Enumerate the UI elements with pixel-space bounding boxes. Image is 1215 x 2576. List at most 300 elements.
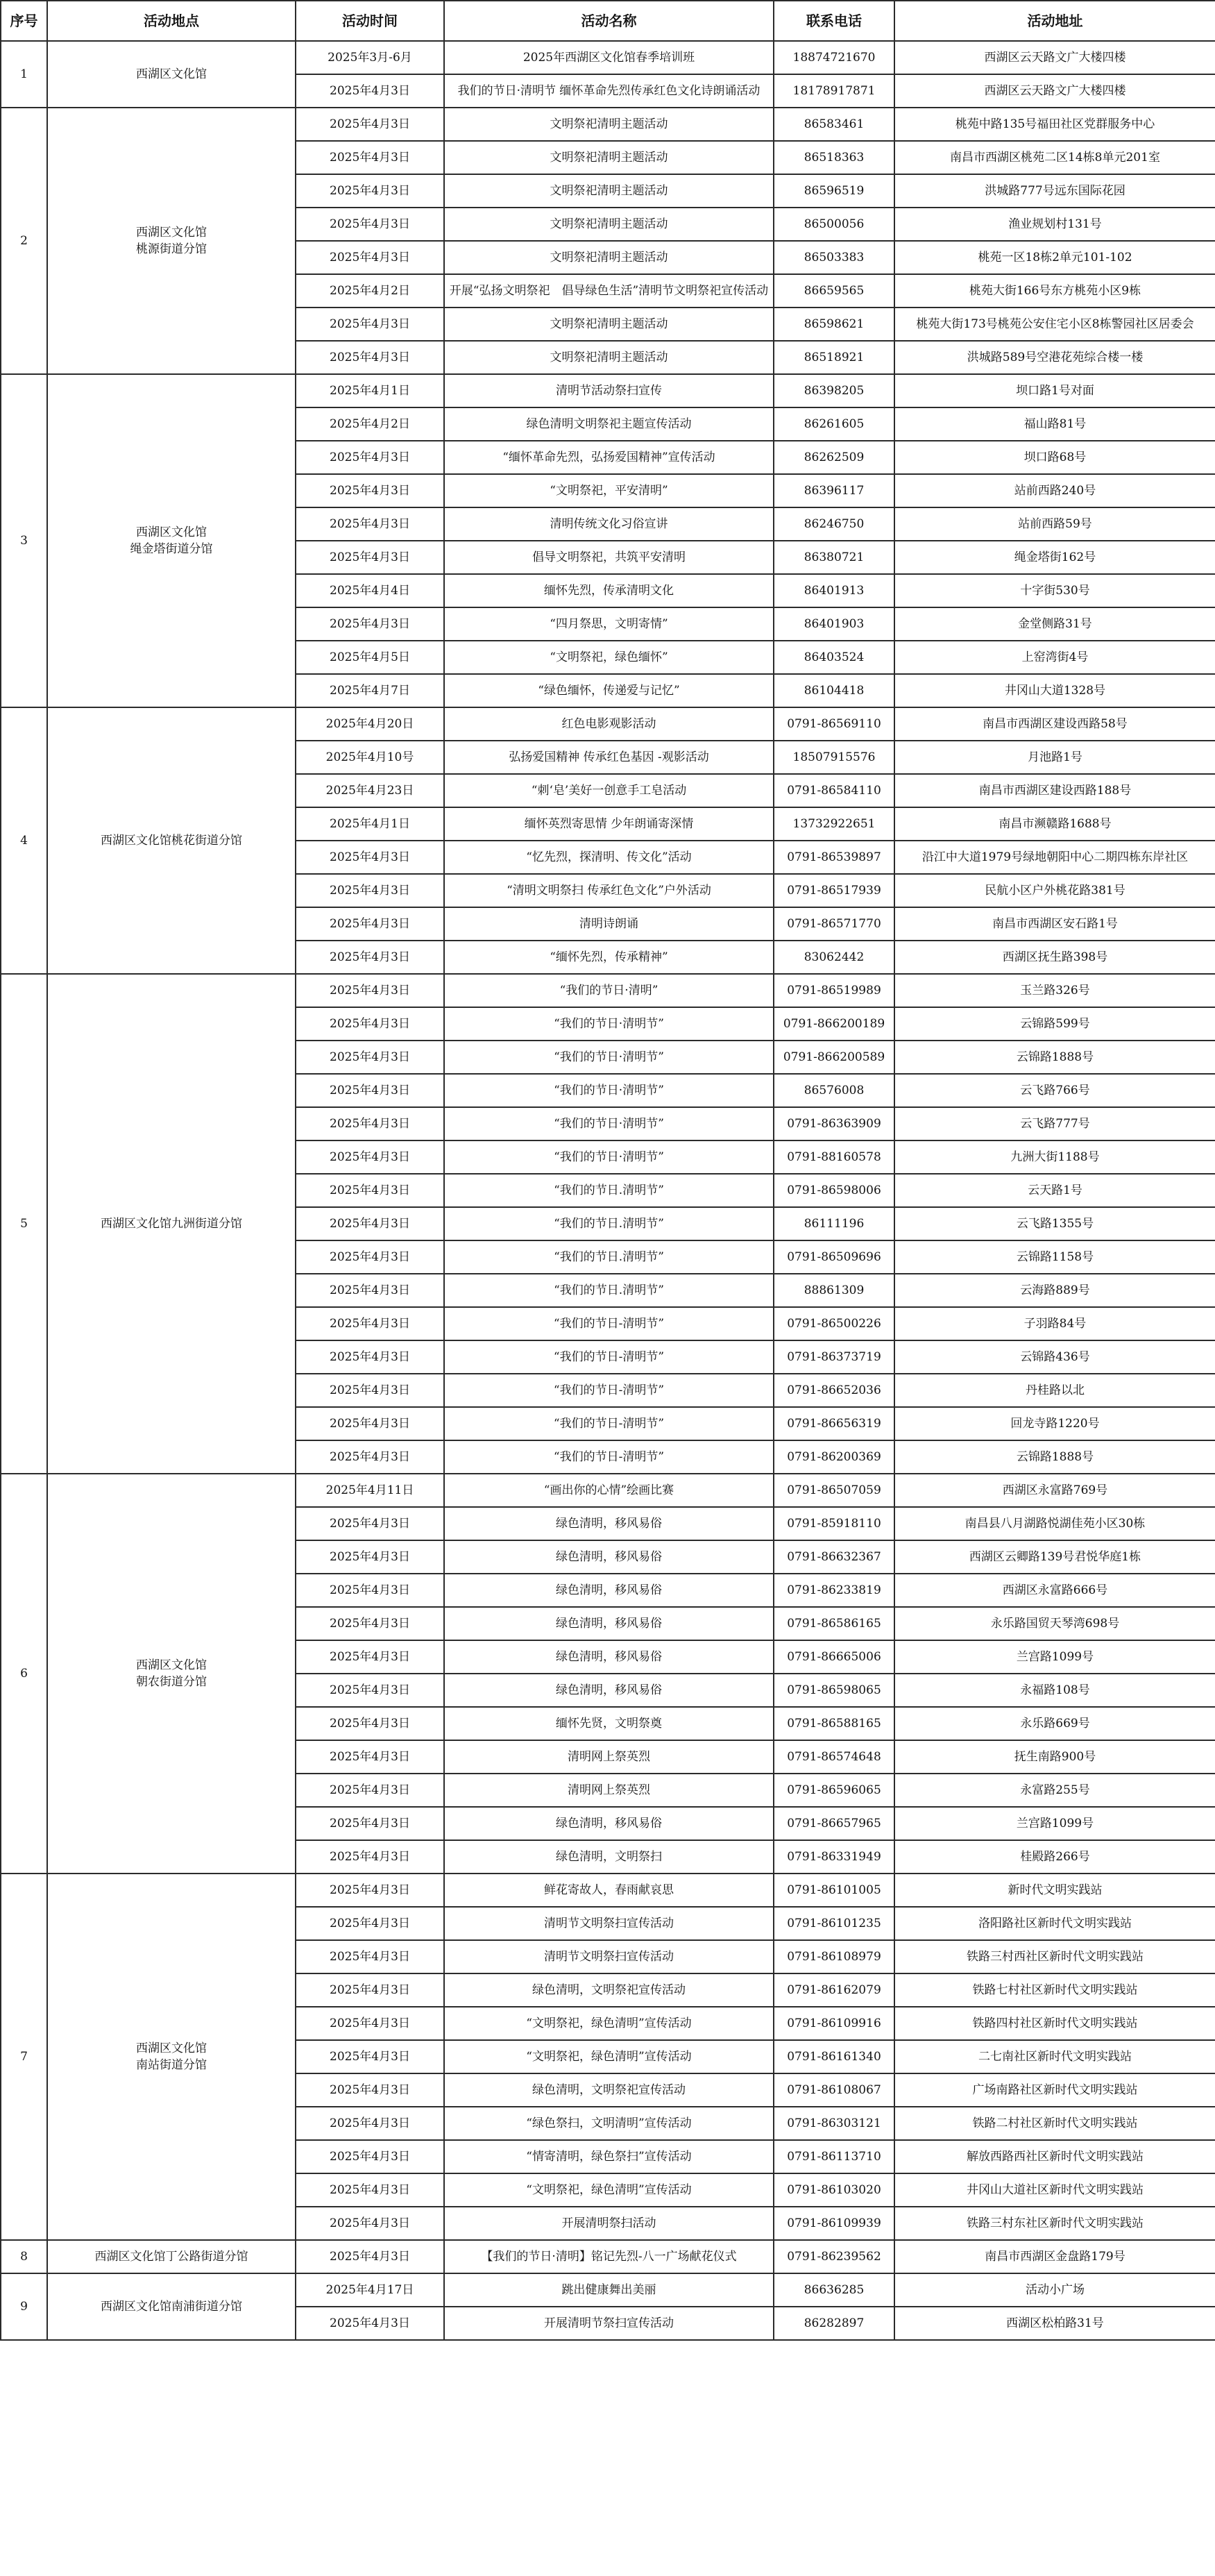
table-row [1, 707, 1215, 741]
header-name: 活动名称 [444, 1, 774, 41]
header-no: 序号 [1, 1, 47, 41]
address-cell: 云天路1号 [894, 1174, 1215, 1207]
time-cell: 2025年3月-6月 [296, 41, 444, 74]
phone-cell: 0791-86657965 [774, 1807, 894, 1840]
time-cell: 2025年4月3日 [296, 607, 444, 641]
activity-name-cell: “我们的节日-清明节” [444, 1307, 774, 1340]
activity-name-cell: “我们的节日·清明节” [444, 1041, 774, 1074]
address-cell: 抚生南路900号 [894, 1740, 1215, 1774]
group-number-cell: 7 [1, 1874, 47, 2240]
time-cell: 2025年4月2日 [296, 274, 444, 308]
time-cell: 2025年4月3日 [296, 2040, 444, 2073]
activity-name-cell: 绿色清明，移风易俗 [444, 1540, 774, 1574]
activity-name-cell: 清明节文明祭扫宣传活动 [444, 1907, 774, 1940]
activity-name-cell: 绿色清明，移风易俗 [444, 1674, 774, 1707]
phone-cell: 0791-86331949 [774, 1840, 894, 1874]
phone-cell: 0791-86574648 [774, 1740, 894, 1774]
time-cell: 2025年4月3日 [296, 1640, 444, 1674]
activity-name-cell: “我们的节日-清明节” [444, 1440, 774, 1474]
time-cell: 2025年4月3日 [296, 1074, 444, 1107]
address-cell: 云锦路1888号 [894, 1440, 1215, 1474]
address-cell: 云锦路599号 [894, 1007, 1215, 1041]
address-cell: 洪城路589号空港花苑综合楼一楼 [894, 341, 1215, 374]
group-number-cell: 4 [1, 707, 47, 974]
time-cell: 2025年4月3日 [296, 474, 444, 507]
location-line: 西湖区文化馆 [136, 2042, 207, 2055]
phone-cell: 0791-86584110 [774, 774, 894, 807]
activity-name-cell: 文明祭祀清明主题活动 [444, 241, 774, 274]
time-cell: 2025年4月1日 [296, 807, 444, 841]
phone-cell: 86398205 [774, 374, 894, 407]
activity-name-cell: 缅怀先烈，传承清明文化 [444, 574, 774, 607]
activity-name-cell: 绿色清明，文明祭扫 [444, 1840, 774, 1874]
activity-name-cell: “我们的节日-清明节” [444, 1407, 774, 1440]
table-row [1, 974, 1215, 1007]
time-cell: 2025年4月3日 [296, 1973, 444, 2007]
time-cell: 2025年4月3日 [296, 1674, 444, 1707]
address-cell: 井冈山大道社区新时代文明实践站 [894, 2173, 1215, 2207]
activity-name-cell: 文明祭祀清明主题活动 [444, 341, 774, 374]
address-cell: 绳金塔街162号 [894, 541, 1215, 574]
group-location-cell [47, 41, 296, 108]
phone-cell: 0791-866200589 [774, 1041, 894, 1074]
phone-cell: 86659565 [774, 274, 894, 308]
address-cell: 丹桂路以北 [894, 1374, 1215, 1407]
phone-cell: 0791-86598065 [774, 1674, 894, 1707]
group-number-cell: 3 [1, 374, 47, 707]
group-location-cell [47, 2240, 296, 2273]
group-location-cell [47, 108, 296, 374]
time-cell: 2025年4月3日 [296, 74, 444, 108]
address-cell: 解放西路西社区新时代文明实践站 [894, 2140, 1215, 2173]
time-cell: 2025年4月3日 [296, 1440, 444, 1474]
activity-name-cell: “缅怀革命先烈，弘扬爱国精神”宣传活动 [444, 441, 774, 474]
phone-cell: 86111196 [774, 1207, 894, 1240]
activity-name-cell: 文明祭祀清明主题活动 [444, 308, 774, 341]
phone-cell: 18874721670 [774, 41, 894, 74]
time-cell: 2025年4月1日 [296, 374, 444, 407]
time-cell: 2025年4月3日 [296, 1907, 444, 1940]
time-cell: 2025年4月11日 [296, 1474, 444, 1507]
table-row [1, 1874, 1215, 1907]
phone-cell: 18507915576 [774, 741, 894, 774]
time-cell: 2025年4月3日 [296, 1774, 444, 1807]
phone-cell: 0791-86101005 [774, 1874, 894, 1907]
phone-cell: 88861309 [774, 1274, 894, 1307]
address-cell: 福山路81号 [894, 407, 1215, 441]
address-cell: 井冈山大道1328号 [894, 674, 1215, 707]
address-cell: 坝口路68号 [894, 441, 1215, 474]
group-location-cell [47, 974, 296, 1474]
address-cell: 二七南社区新时代文明实践站 [894, 2040, 1215, 2073]
time-cell: 2025年4月3日 [296, 208, 444, 241]
phone-cell: 86401913 [774, 574, 894, 607]
time-cell: 2025年4月3日 [296, 1507, 444, 1540]
activity-name-cell: 绿色清明，移风易俗 [444, 1574, 774, 1607]
activity-name-cell: 文明祭祀清明主题活动 [444, 208, 774, 241]
phone-cell: 0791-86632367 [774, 1540, 894, 1574]
phone-cell: 0791-86517939 [774, 874, 894, 907]
phone-cell: 0791-86101235 [774, 1907, 894, 1940]
time-cell: 2025年4月3日 [296, 1174, 444, 1207]
time-cell: 2025年4月3日 [296, 1307, 444, 1340]
phone-cell: 0791-86539897 [774, 841, 894, 874]
phone-cell: 0791-86598006 [774, 1174, 894, 1207]
activity-name-cell: 【我们的节日·清明】铭记先烈-八一广场献花仪式 [444, 2240, 774, 2273]
phone-cell: 0791-86108979 [774, 1940, 894, 1973]
group-number-cell: 2 [1, 108, 47, 374]
activity-name-cell: “我们的节日.清明节” [444, 1207, 774, 1240]
phone-cell: 0791-86363909 [774, 1107, 894, 1140]
time-cell: 2025年4月3日 [296, 1240, 444, 1274]
phone-cell: 0791-86596065 [774, 1774, 894, 1807]
group-location-cell [47, 374, 296, 707]
address-cell: 十字街530号 [894, 574, 1215, 607]
address-cell: 活动小广场 [894, 2273, 1215, 2307]
phone-cell: 83062442 [774, 941, 894, 974]
address-cell: 铁路四村社区新时代文明实践站 [894, 2007, 1215, 2040]
location-line: 绳金塔街道分馆 [130, 542, 213, 556]
address-cell: 南昌市西湖区金盘路179号 [894, 2240, 1215, 2273]
address-cell: 站前西路59号 [894, 507, 1215, 541]
address-cell: 西湖区永富路666号 [894, 1574, 1215, 1607]
activity-name-cell: 弘扬爱国精神 传承红色基因 -观影活动 [444, 741, 774, 774]
time-cell: 2025年4月3日 [296, 941, 444, 974]
activity-name-cell: 倡导文明祭祀，共筑平安清明 [444, 541, 774, 574]
time-cell: 2025年4月3日 [296, 174, 444, 208]
phone-cell: 18178917871 [774, 74, 894, 108]
time-cell: 2025年4月3日 [296, 2073, 444, 2107]
phone-cell: 86598621 [774, 308, 894, 341]
phone-cell: 0791-86109939 [774, 2207, 894, 2240]
time-cell: 2025年4月3日 [296, 1407, 444, 1440]
activity-name-cell: 2025年西湖区文化馆春季培训班 [444, 41, 774, 74]
time-cell: 2025年4月3日 [296, 441, 444, 474]
activity-name-cell: “文明祭祀，绿色缅怀” [444, 641, 774, 674]
group-location-cell [47, 2273, 296, 2340]
time-cell: 2025年4月3日 [296, 1940, 444, 1973]
activity-name-cell: “忆先烈，探清明、传文化”活动 [444, 841, 774, 874]
location-line: 桃源街道分馆 [136, 242, 207, 256]
time-cell: 2025年4月3日 [296, 341, 444, 374]
time-cell: 2025年4月3日 [296, 1874, 444, 1907]
time-cell: 2025年4月3日 [296, 1540, 444, 1574]
address-cell: 云飞路766号 [894, 1074, 1215, 1107]
time-cell: 2025年4月3日 [296, 2140, 444, 2173]
activity-name-cell: 清明节活动祭扫宣传 [444, 374, 774, 407]
time-cell: 2025年4月3日 [296, 1707, 444, 1740]
time-cell: 2025年4月3日 [296, 2107, 444, 2140]
phone-cell: 86104418 [774, 674, 894, 707]
time-cell: 2025年4月20日 [296, 707, 444, 741]
address-cell: 南昌市西湖区桃苑二区14栋8单元201室 [894, 141, 1215, 174]
table-row [1, 108, 1215, 141]
activity-name-cell: “我们的节日-清明节” [444, 1374, 774, 1407]
time-cell: 2025年4月3日 [296, 308, 444, 341]
time-cell: 2025年4月3日 [296, 1107, 444, 1140]
time-cell: 2025年4月3日 [296, 1574, 444, 1607]
activity-name-cell: 开展清明祭扫活动 [444, 2207, 774, 2240]
phone-cell: 86380721 [774, 541, 894, 574]
header-address: 活动地址 [894, 1, 1215, 41]
address-cell: 桃苑中路135号福田社区党群服务中心 [894, 108, 1215, 141]
address-cell: 铁路七村社区新时代文明实践站 [894, 1973, 1215, 2007]
phone-cell: 0791-86509696 [774, 1240, 894, 1274]
address-cell: 洪城路777号远东国际花园 [894, 174, 1215, 208]
activity-name-cell: “我们的节日·清明节” [444, 1140, 774, 1174]
time-cell: 2025年4月3日 [296, 974, 444, 1007]
phone-cell: 0791-86586165 [774, 1607, 894, 1640]
activity-name-cell: 鲜花寄故人，春雨献哀思 [444, 1874, 774, 1907]
address-cell: 月池路1号 [894, 741, 1215, 774]
address-cell: 西湖区云卿路139号君悦华庭1栋 [894, 1540, 1215, 1574]
address-cell: 沿江中大道1979号绿地朝阳中心二期四栋东岸社区 [894, 841, 1215, 874]
time-cell: 2025年4月3日 [296, 2240, 444, 2273]
activity-name-cell: “文明祭祀，绿色清明”宣传活动 [444, 2040, 774, 2073]
activity-name-cell: 清明网上祭英烈 [444, 1774, 774, 1807]
phone-cell: 0791-86569110 [774, 707, 894, 741]
group-number-cell: 1 [1, 41, 47, 108]
address-cell: 南昌市西湖区建设西路58号 [894, 707, 1215, 741]
time-cell: 2025年4月3日 [296, 1374, 444, 1407]
address-cell: 上窑湾街4号 [894, 641, 1215, 674]
phone-cell: 0791-86588165 [774, 1707, 894, 1740]
time-cell: 2025年4月3日 [296, 108, 444, 141]
address-cell: 云锦路1888号 [894, 1041, 1215, 1074]
activity-name-cell: 我们的节日·清明节 缅怀革命先烈传承红色文化诗朗诵活动 [444, 74, 774, 108]
address-cell: 玉兰路326号 [894, 974, 1215, 1007]
time-cell: 2025年4月3日 [296, 841, 444, 874]
address-cell: 桃苑大街166号东方桃苑小区9栋 [894, 274, 1215, 308]
address-cell: 南昌市西湖区建设西路188号 [894, 774, 1215, 807]
address-cell: 民航小区户外桃花路381号 [894, 874, 1215, 907]
activity-name-cell: “文明祭祀，平安清明” [444, 474, 774, 507]
time-cell: 2025年4月3日 [296, 1340, 444, 1374]
location-line: 南站街道分馆 [136, 2058, 207, 2072]
address-cell: 兰宫路1099号 [894, 1640, 1215, 1674]
address-cell: 铁路二村社区新时代文明实践站 [894, 2107, 1215, 2140]
phone-cell: 0791-88160578 [774, 1140, 894, 1174]
time-cell: 2025年4月4日 [296, 574, 444, 607]
phone-cell: 0791-86519989 [774, 974, 894, 1007]
activity-name-cell: 缅怀先贤，文明祭奠 [444, 1707, 774, 1740]
location-line: 西湖区文化馆九洲街道分馆 [101, 1217, 242, 1231]
phone-cell: 0791-86303121 [774, 2107, 894, 2140]
group-location-cell [47, 1474, 296, 1874]
table-body [1, 41, 1215, 2340]
location-line: 西湖区文化馆丁公路街道分馆 [94, 2250, 248, 2264]
time-cell: 2025年4月3日 [296, 1007, 444, 1041]
time-cell: 2025年4月3日 [296, 1041, 444, 1074]
address-cell: 坝口路1号对面 [894, 374, 1215, 407]
activity-name-cell: 文明祭祀清明主题活动 [444, 174, 774, 208]
activity-name-cell: 开展“弘扬文明祭祀 倡导绿色生活”清明节文明祭祀宣传活动 [444, 274, 774, 308]
address-cell: 站前西路240号 [894, 474, 1215, 507]
phone-cell: 86596519 [774, 174, 894, 208]
address-cell: 桂殿路266号 [894, 1840, 1215, 1874]
activity-name-cell: 绿色清明，移风易俗 [444, 1640, 774, 1674]
phone-cell: 0791-86373719 [774, 1340, 894, 1374]
phone-cell: 86518363 [774, 141, 894, 174]
address-cell: 铁路三村东社区新时代文明实践站 [894, 2207, 1215, 2240]
time-cell: 2025年4月5日 [296, 641, 444, 674]
time-cell: 2025年4月3日 [296, 2007, 444, 2040]
address-cell: 兰宫路1099号 [894, 1807, 1215, 1840]
time-cell: 2025年4月3日 [296, 1607, 444, 1640]
phone-cell: 0791-86233819 [774, 1574, 894, 1607]
address-cell: 渔业规划村131号 [894, 208, 1215, 241]
phone-cell: 0791-86109916 [774, 2007, 894, 2040]
activity-name-cell: 文明祭祀清明主题活动 [444, 108, 774, 141]
time-cell: 2025年4月3日 [296, 907, 444, 941]
phone-cell: 0791-85918110 [774, 1507, 894, 1540]
time-cell: 2025年4月3日 [296, 1207, 444, 1240]
time-cell: 2025年4月3日 [296, 141, 444, 174]
phone-cell: 0791-86500226 [774, 1307, 894, 1340]
address-cell: 云飞路777号 [894, 1107, 1215, 1140]
activity-name-cell: “我们的节日.清明节” [444, 1174, 774, 1207]
phone-cell: 86401903 [774, 607, 894, 641]
activity-name-cell: “我们的节日·清明节” [444, 1007, 774, 1041]
activity-name-cell: 开展清明节祭扫宣传活动 [444, 2307, 774, 2340]
address-cell: 洛阳路社区新时代文明实践站 [894, 1907, 1215, 1940]
group-location-cell [47, 707, 296, 974]
activity-name-cell: 红色电影观影活动 [444, 707, 774, 741]
address-cell: 永富路255号 [894, 1774, 1215, 1807]
address-cell: 桃苑大街173号桃苑公安住宅小区8栋警园社区居委会 [894, 308, 1215, 341]
location-line: 西湖区文化馆 [136, 1658, 207, 1672]
location-line: 朝农街道分馆 [136, 1675, 207, 1689]
activity-name-cell: “文明祭祀，绿色清明”宣传活动 [444, 2007, 774, 2040]
activity-name-cell: 清明节文明祭扫宣传活动 [444, 1940, 774, 1973]
time-cell: 2025年4月7日 [296, 674, 444, 707]
group-number-cell: 9 [1, 2273, 47, 2340]
phone-cell: 86403524 [774, 641, 894, 674]
time-cell: 2025年4月3日 [296, 241, 444, 274]
table-row [1, 1474, 1215, 1507]
address-cell: 西湖区松柏路31号 [894, 2307, 1215, 2340]
address-cell: 南昌县八月湖路悦湖佳苑小区30栋 [894, 1507, 1215, 1540]
time-cell: 2025年4月3日 [296, 1274, 444, 1307]
address-cell: 永福路108号 [894, 1674, 1215, 1707]
phone-cell: 0791-86652036 [774, 1374, 894, 1407]
activity-name-cell: 绿色清明，文明祭祀宣传活动 [444, 2073, 774, 2107]
header-phone: 联系电话 [774, 1, 894, 41]
phone-cell: 86518921 [774, 341, 894, 374]
time-cell: 2025年4月2日 [296, 407, 444, 441]
time-cell: 2025年4月3日 [296, 1840, 444, 1874]
time-cell: 2025年4月3日 [296, 1140, 444, 1174]
phone-cell: 0791-866200189 [774, 1007, 894, 1041]
time-cell: 2025年4月3日 [296, 1807, 444, 1840]
address-cell: 桃苑一区18栋2单元101-102 [894, 241, 1215, 274]
activity-name-cell: 绿色清明，文明祭祀宣传活动 [444, 1973, 774, 2007]
activity-name-cell: “我们的节日.清明节” [444, 1274, 774, 1307]
address-cell: 九洲大街1188号 [894, 1140, 1215, 1174]
time-cell: 2025年4月3日 [296, 507, 444, 541]
phone-cell: 86396117 [774, 474, 894, 507]
address-cell: 云飞路1355号 [894, 1207, 1215, 1240]
location-line: 西湖区文化馆南浦街道分馆 [101, 2300, 242, 2314]
phone-cell: 0791-86162079 [774, 1973, 894, 2007]
header-row [1, 1, 1215, 41]
activity-name-cell: 绿色清明文明祭祀主题宣传活动 [444, 407, 774, 441]
address-cell: 金堂侧路31号 [894, 607, 1215, 641]
phone-cell: 0791-86161340 [774, 2040, 894, 2073]
activity-name-cell: “四月祭思，文明寄情” [444, 607, 774, 641]
phone-cell: 0791-86200369 [774, 1440, 894, 1474]
activity-name-cell: “画出你的心情”绘画比赛 [444, 1474, 774, 1507]
phone-cell: 0791-86507059 [774, 1474, 894, 1507]
phone-cell: 86636285 [774, 2273, 894, 2307]
activity-name-cell: “我们的节日·清明节” [444, 1107, 774, 1140]
address-cell: 铁路三村西社区新时代文明实践站 [894, 1940, 1215, 1973]
phone-cell: 86576008 [774, 1074, 894, 1107]
activity-name-cell: “文明祭祀，绿色清明”宣传活动 [444, 2173, 774, 2207]
table-row [1, 2273, 1215, 2307]
time-cell: 2025年4月10号 [296, 741, 444, 774]
phone-cell: 0791-86665006 [774, 1640, 894, 1674]
time-cell: 2025年4月3日 [296, 1740, 444, 1774]
address-cell: 西湖区永富路769号 [894, 1474, 1215, 1507]
time-cell: 2025年4月3日 [296, 2173, 444, 2207]
phone-cell: 86282897 [774, 2307, 894, 2340]
phone-cell: 86262509 [774, 441, 894, 474]
address-cell: 南昌市濒赣路1688号 [894, 807, 1215, 841]
address-cell: 新时代文明实践站 [894, 1874, 1215, 1907]
address-cell: 子羽路84号 [894, 1307, 1215, 1340]
time-cell: 2025年4月3日 [296, 2207, 444, 2240]
time-cell: 2025年4月23日 [296, 774, 444, 807]
activity-name-cell: 清明网上祭英烈 [444, 1740, 774, 1774]
address-cell: 广场南路社区新时代文明实践站 [894, 2073, 1215, 2107]
location-line: 西湖区文化馆 [136, 67, 207, 81]
activity-name-cell: “绿色缅怀，传递爱与记忆” [444, 674, 774, 707]
address-cell: 永乐路国贸天琴湾698号 [894, 1607, 1215, 1640]
phone-cell: 13732922651 [774, 807, 894, 841]
address-cell: 西湖区抚生路398号 [894, 941, 1215, 974]
activity-name-cell: 绿色清明，移风易俗 [444, 1507, 774, 1540]
activity-name-cell: “缅怀先烈，传承精神” [444, 941, 774, 974]
address-cell: 回龙寺路1220号 [894, 1407, 1215, 1440]
table-row [1, 2240, 1215, 2273]
activity-name-cell: 绿色清明，移风易俗 [444, 1607, 774, 1640]
phone-cell: 86583461 [774, 108, 894, 141]
phone-cell: 86503383 [774, 241, 894, 274]
activity-name-cell: 清明传统文化习俗宣讲 [444, 507, 774, 541]
address-cell: 云锦路436号 [894, 1340, 1215, 1374]
time-cell: 2025年4月17日 [296, 2273, 444, 2307]
time-cell: 2025年4月3日 [296, 541, 444, 574]
group-number-cell: 5 [1, 974, 47, 1474]
phone-cell: 0791-86108067 [774, 2073, 894, 2107]
activity-name-cell: “我们的节日·清明” [444, 974, 774, 1007]
activity-name-cell: “绿色祭扫，文明清明”宣传活动 [444, 2107, 774, 2140]
address-cell: 云锦路1158号 [894, 1240, 1215, 1274]
address-cell: 西湖区云天路文广大楼四楼 [894, 74, 1215, 108]
phone-cell: 0791-86571770 [774, 907, 894, 941]
activity-name-cell: “我们的节日-清明节” [444, 1340, 774, 1374]
location-line: 西湖区文化馆 [136, 226, 207, 239]
activity-name-cell: 文明祭祀清明主题活动 [444, 141, 774, 174]
time-cell: 2025年4月3日 [296, 2307, 444, 2340]
activity-name-cell: 跳出健康舞出美丽 [444, 2273, 774, 2307]
group-number-cell: 6 [1, 1474, 47, 1874]
phone-cell: 86246750 [774, 507, 894, 541]
activity-name-cell: 绿色清明，移风易俗 [444, 1807, 774, 1840]
activity-name-cell: “刺‘皂’美好一创意手工皂活动 [444, 774, 774, 807]
group-location-cell [47, 1874, 296, 2240]
